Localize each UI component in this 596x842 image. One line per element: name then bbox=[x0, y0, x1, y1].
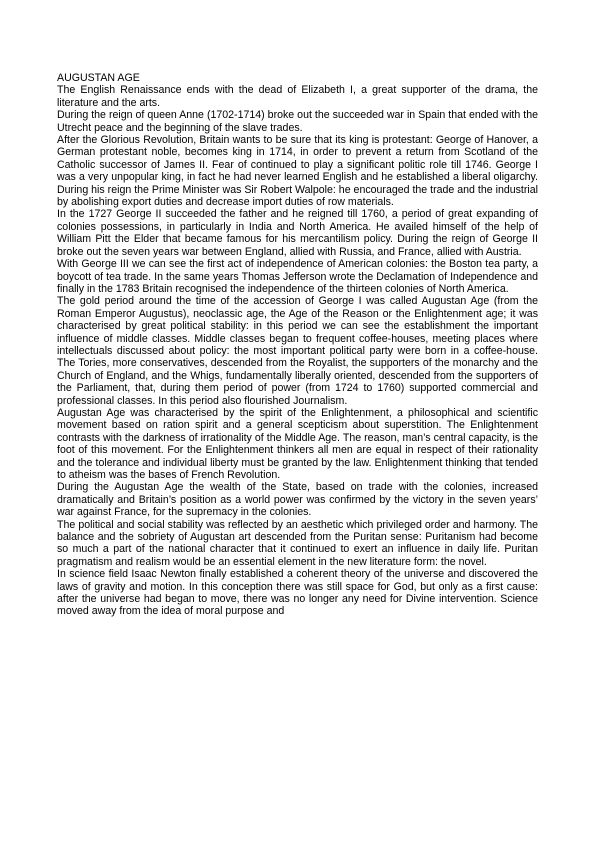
paragraph-political-stability: The political and social stability was reflected by an aesthetic which privileged order and harmony. The balance and the sobriety of Augustan art descended from the Puritan sense: Puritanism had become so much a part of the national character that it continued to exert an influence in daily life. Puritan pragmatism and realism would be an essential element in the new literature form: the novel. bbox=[57, 518, 538, 568]
paragraph-enlightenment: Augustan Age was characterised by the spirit of the Enlightenment, a philosophical and scientific movement based on ration spirit and a general scepticism about superstition. The Enlightenment contrasts with the darkness of irrationality of the Middle Age. The reason, man’s central capacity, is the foot of this movement. For the Enlightenment thinkers all men are equal in respect of their rationality and the tolerance and individual liberty must be granted by the law. Enlightenment thinking that tended to atheism was the bases of French Revolution. bbox=[57, 406, 538, 481]
document-title: AUGUSTAN AGE bbox=[57, 72, 140, 84]
paragraph-gold-period: The gold period around the time of the accession of George I was called Augustan Age (from the Roman Emperor Augustus), neoclassic age, the Age of the Reason or the Enlightenment age; it was characterised by great political stability: in this period we can see the establishment the important influence of middle classes. Middle classes began to frequent coffee-houses, meeting places where intellectuals discussed about policy: the most important political party were born in a coffee-house. The Tories, more conservatives, descended from the Royalist, the supporters of the monarchy and the Church of England, and the Whigs, fundamentally liberally oriented, descended from the supporters of the Parliament, that, during them period of power (from 1724 to 1760) supported commercial and professional classes. In this period also flourished Journalism. bbox=[57, 295, 538, 407]
paragraph-renaissance-end: The English Renaissance ends with the dead of Elizabeth I, a great supporter of the drama, the literature and the arts. bbox=[57, 84, 538, 109]
paragraph-wealth-of-state: During the Augustan Age the wealth of the State, based on trade with the colonies, increased dramatically and Britain’s position as a world power was confirmed by the victory in the seven years’ war against France, for the supremacy in the colonies. bbox=[57, 481, 538, 519]
document-page bbox=[57, 72, 538, 618]
paragraph-george-iii: With George III we can see the first act of independence of American colonies: the Boston tea party, a boycott of tea trade. In the same years Thomas Jefferson wrote the Declamation of Independence and finally in the 1783 Britain recognised the independence of the thirteen colonies of North America. bbox=[57, 258, 538, 295]
paragraph-newton-science: In science field Isaac Newton finally established a coherent theory of the universe and discovered the laws of gravity and motion. In this conception there was still space for God, but only as a first cause: after the universe had began to move, there was no longer any need for Divine intervention. Science moved away from the idea of moral purpose and bbox=[57, 568, 538, 618]
paragraph-queen-anne: During the reign of queen Anne (1702-1714) broke out the succeeded war in Spain that ended with the Utrecht peace and the beginning of the slave trades. bbox=[57, 109, 538, 134]
paragraph-george-ii: In the 1727 George II succeeded the father and he reigned till 1760, a period of great expanding of colonies possessions, in particularly in India and North America. He availed himself of the help of William Pitt the Elder that became famous for his mercantilism policy. During the reign of George II broke out the seven years war between England, allied with Russia, and France, allied with Austria. bbox=[57, 208, 538, 258]
paragraph-glorious-revolution: After the Glorious Revolution, Britain wants to be sure that its king is protestant: George of Hanover, a German protestant noble, becomes king in 1714, in order to prevent a return from Scotland of the Catholic successor of James II. Fear of continued to play a significant politic role till 1746. George I was a very unpopular king, in fact he had never learned English and he established a liberal oligarchy. During his reign the Prime Minister was Sir Robert Walpole: he encouraged the trade and the industrial by abolishing export duties and decrease import duties of row materials. bbox=[57, 134, 538, 209]
